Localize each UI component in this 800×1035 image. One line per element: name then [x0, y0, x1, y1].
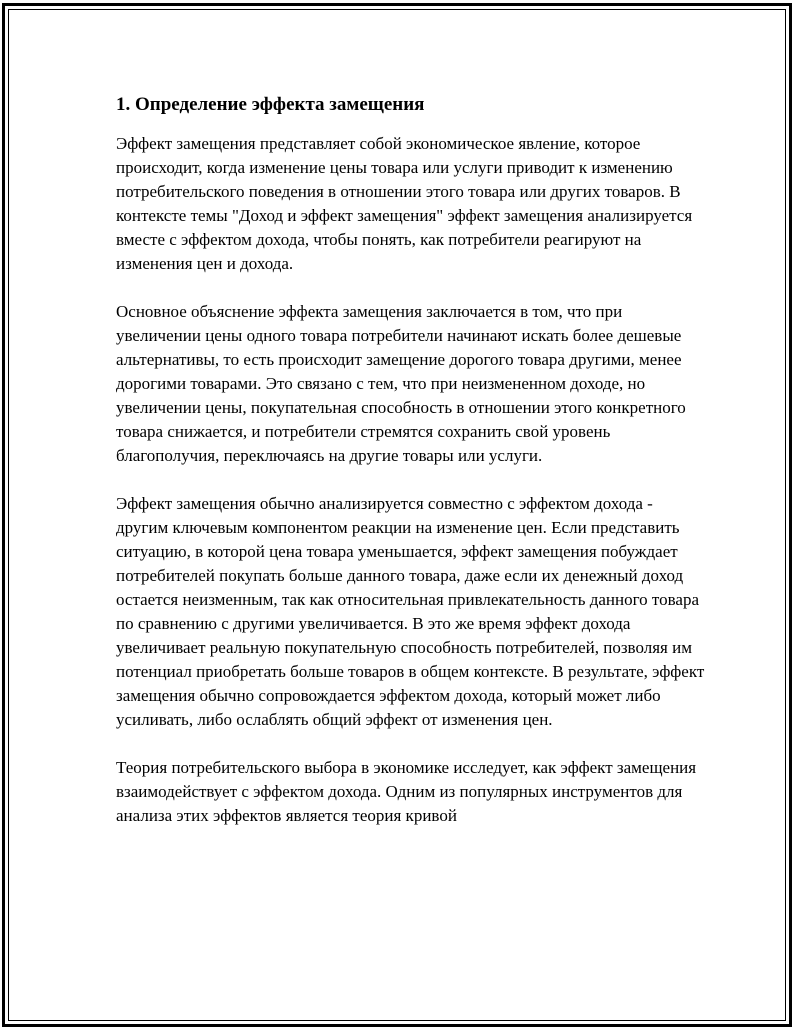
paragraph-1: Эффект замещения представляет собой экономическое явление, которое происходит, когда изменение цены товара или услуги приводит к изменению потребительского поведения в отношении этого товара или других товаров. В контексте темы "Доход и эффект замещения" эффект замещения анализируется вместе с эффектом дохода, чтобы понять, как потребители реагируют на изменения цен и дохода.	[116, 134, 693, 273]
paragraph-4: Теория потребительского выбора в экономике исследует, как эффект замещения взаимодействует с эффектом дохода. Одним из популярных инструментов для анализа этих эффектов является теория кривой	[116, 758, 697, 825]
document-body	[116, 92, 706, 852]
section-heading: 1. Определение эффекта замещения	[116, 94, 425, 115]
paragraph-3: Эффект замещения обычно анализируется совместно с эффектом дохода - другим ключевым компонентом реакции на изменение цен. Если представить ситуацию, в которой цена товара уменьшается, эффект замещения побуждает потребителей покупать больше данного товара, даже если их денежный доход остается неизменным, так как относительная привлекательность данного товара по сравнению с другими увеличивается. В это же время эффект дохода увеличивает реальную покупательную способность потребителей, позволяя им потенциал приобретать больше товаров в общем контексте. В результате, эффект замещения обычно сопровождается эффектом дохода, который может либо усиливать, либо ослаблять общий эффект от изменения цен.	[116, 494, 705, 729]
paragraph-2: Основное объяснение эффекта замещения заключается в том, что при увеличении цены одного товара потребители начинают искать более дешевые альтернативы, то есть происходит замещение дорогого товара другими, менее дорогими товарами. Это связано с тем, что при неизмененном доходе, но увеличении цены, покупательная способность в отношении этого конкретного товара снижается, и потребители стремятся сохранить свой уровень благополучия, переключаясь на другие товары или услуги.	[116, 302, 686, 465]
